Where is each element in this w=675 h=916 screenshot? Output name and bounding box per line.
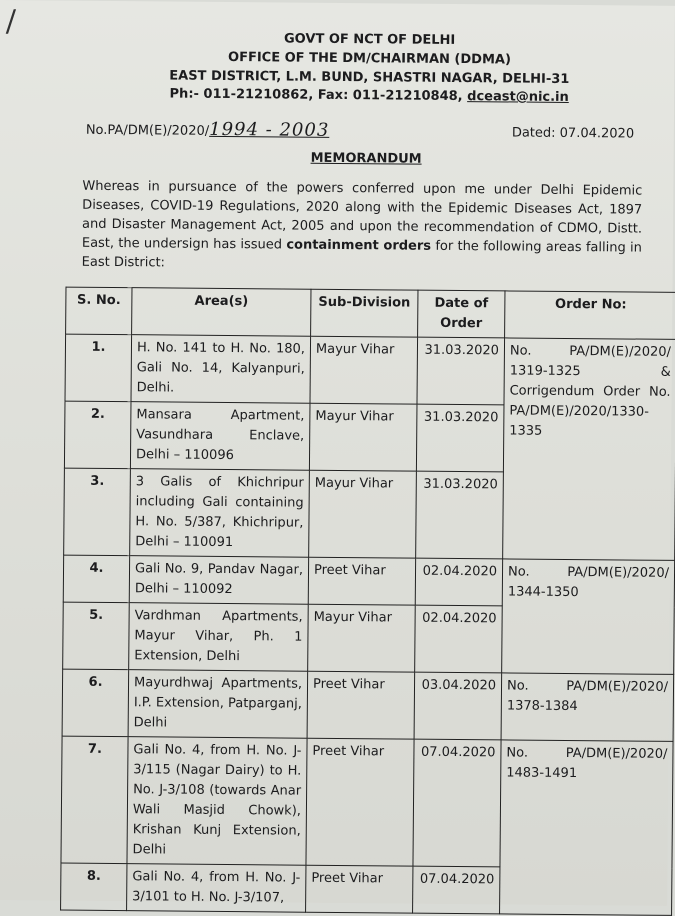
header-area: Area(s) [132,288,311,337]
handwritten-range: 1994 - 2003 [209,118,330,141]
cell-area: H. No. 141 to H. No. 180, Gali No. 14, Kalyanpuri, Delhi. [131,335,311,404]
reference-number [86,118,330,141]
header-order: Order No: [505,291,675,339]
header-address: EAST DISTRICT, L.M. BUND, SHASTRI NAGAR, DELHI-31 [169,68,570,87]
cell-sno: 3. [64,468,131,556]
cell-sno: 4. [63,555,129,603]
cell-subdivision: Mayur Vihar [308,604,416,672]
cell-order-group-4-5: No. PA/DM(E)/2020/ 1344-1350 [502,559,675,674]
cell-subdivision: Preet Vihar [307,671,415,739]
table-row [65,334,675,406]
cell-sno: 8. [61,863,127,911]
cell-sno: 5. [63,602,130,670]
cell-subdivision: Mayur Vihar [310,336,418,404]
cell-date: 03.04.2020 [414,672,502,740]
cell-sno: 2. [64,401,131,469]
table-row [62,669,674,741]
reference-prefix: No.PA/DM(E)/2020/ [85,122,210,139]
cell-sno: 7. [61,736,128,864]
cell-date: 02.04.2020 [415,605,503,673]
cell-date: 07.04.2020 [413,739,501,867]
cell-order-row-6: No. PA/DM(E)/2020/ 1378-1384 [501,673,674,741]
body-text-before: Whereas in pursuance of the powers conferred upon me under Delhi Epidemic Diseases, COVID-19 Regulations, 2020 along with the Epidemic Diseases Act, 1897 and Disaster Management Act, 2005 and upon the recommendation of CDMO, Distt. East, the undersign has issued [81,178,643,253]
header-phone-fax: Ph:- 011-21210862, Fax: 011-21210848, [169,86,468,105]
cell-area: 3 Galis of Khichripur including Gali containing H. No. 5/387, Khichripur, Delhi – 110091 [130,469,310,558]
cell-date: 31.03.2020 [416,404,504,472]
cell-area: Gali No. 4, from H. No. J-3/115 (Nagar Dairy) to H. No. J-3/108 (towards Anar Wali Masjid Chowk), Krishan Kunj Extension, Delhi [127,737,307,866]
cell-area: Mayurdhwaj Apartments, I.P. Extension, Patparganj, Delhi [128,670,308,739]
cell-area: Mansara Apartment, Vasundhara Enclave, Delhi – 110096 [130,402,310,471]
cell-subdivision: Preet Vihar [306,738,414,866]
header-sno: S. No. [66,287,132,335]
cell-subdivision: Preet Vihar [308,557,415,605]
cell-subdivision: Mayur Vihar [309,403,417,471]
dated-line: Dated: 07.04.2020 [511,125,635,142]
body-bold-phrase: containment orders [286,237,432,254]
table-header-row [66,287,675,339]
header-date: Date of Order [418,290,505,338]
table-row [61,736,673,868]
header-office: OFFICE OF THE DM/CHAIRMAN (DDMA) [227,49,511,68]
cell-order-group-1-3: No. PA/DM(E)/2020/ 1319-1325 & Corrigendum Order No. PA/DM(E)/2020/1330-1335 [503,338,675,560]
cell-order-group-7-8: No. PA/DM(E)/2020/ 1483-1491 [500,740,674,915]
cell-date: 31.03.2020 [417,337,505,405]
cell-date: 02.04.2020 [415,558,502,606]
table-row [63,555,674,607]
memorandum-title: MEMORANDUM [310,150,422,167]
cell-area: Gali No. 9, Pandav Nagar, Delhi – 110092 [129,556,308,605]
header-subdivision: Sub-Division [311,289,418,337]
cell-sno: 6. [62,669,129,737]
cell-area: Gali No. 4, from H. No. J-3/101 to H. No. J-3/107, [127,864,306,913]
body-paragraph [82,177,643,277]
cell-subdivision: Mayur Vihar [309,470,417,558]
header-govt: GOVT OF NCT OF DELHI [283,31,456,48]
cell-subdivision: Preet Vihar [306,865,413,913]
cell-sno: 1. [65,334,132,402]
containment-orders-table [60,287,675,916]
margin-pen-mark: / [5,4,17,40]
cell-date: 31.03.2020 [416,471,504,559]
body-text-after: for the following areas falling in East District: [81,238,642,271]
header-email: dceast@nic.in [467,89,569,105]
cell-date: 07.04.2020 [413,866,500,914]
cell-area: Vardhman Apartments, Mayur Vihar, Ph. 1 Extension, Delhi [129,603,309,672]
